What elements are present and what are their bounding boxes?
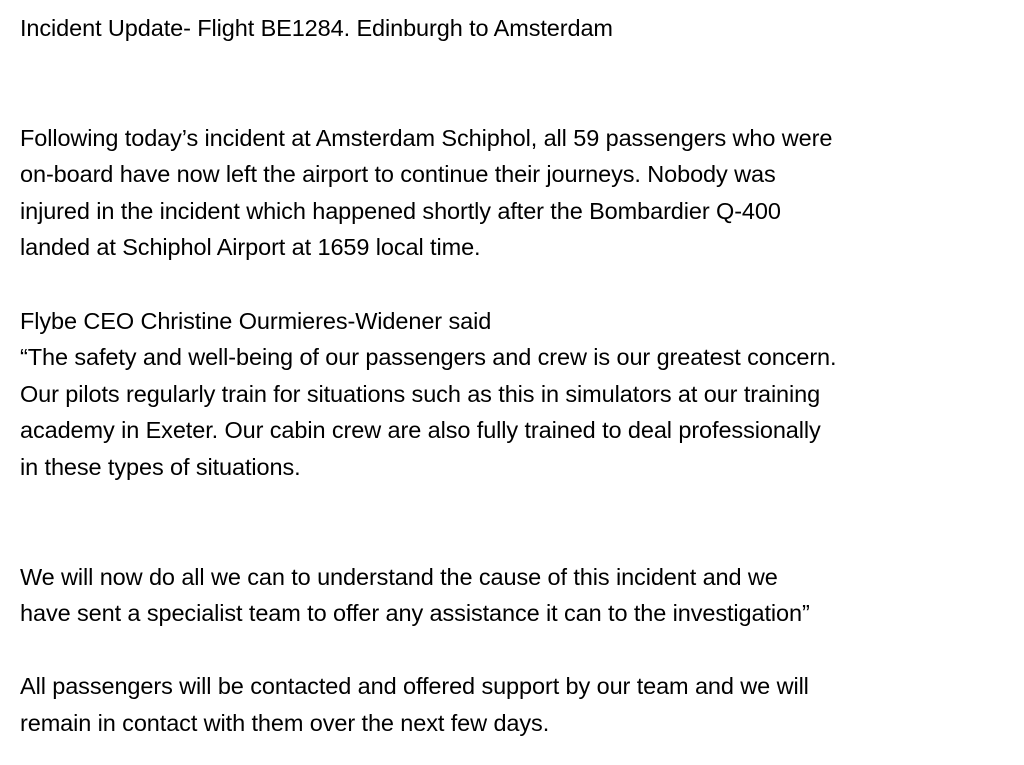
paragraph-line: Our pilots regularly train for situations such as this in simulators at our training	[20, 380, 821, 407]
paragraph-ceo-statement	[20, 303, 1020, 486]
paragraph-line: on-board have now left the airport to continue their journeys. Nobody was	[20, 161, 776, 188]
paragraph-line: “The safety and well-being of our passengers and crew is our greatest concern.	[20, 344, 837, 371]
paragraph-line: academy in Exeter. Our cabin crew are also fully trained to deal professionally	[20, 417, 821, 444]
paragraph-line: Following today’s incident at Amsterdam Schiphol, all 59 passengers who were	[20, 124, 833, 151]
paragraph-investigation	[20, 559, 1020, 632]
paragraph-line: in these types of situations.	[20, 453, 301, 480]
paragraph-line: Flybe CEO Christine Ourmieres-Widener said	[20, 307, 492, 334]
document-title: Incident Update- Flight BE1284. Edinburgh to Amsterdam	[20, 15, 613, 41]
paragraph-passenger-support	[20, 668, 1020, 741]
paragraph-line: All passengers will be contacted and offered support by our team and we will	[20, 673, 809, 700]
paragraph-incident-summary	[20, 120, 1020, 266]
paragraph-line: have sent a specialist team to offer any assistance it can to the investigation”	[20, 600, 810, 627]
paragraph-line: We will now do all we can to understand the cause of this incident and we	[20, 563, 778, 590]
paragraph-line: injured in the incident which happened shortly after the Bombardier Q-400	[20, 197, 781, 224]
paragraph-line: landed at Schiphol Airport at 1659 local time.	[20, 234, 481, 261]
paragraph-line: remain in contact with them over the next few days.	[20, 709, 550, 736]
document	[20, 10, 1020, 742]
